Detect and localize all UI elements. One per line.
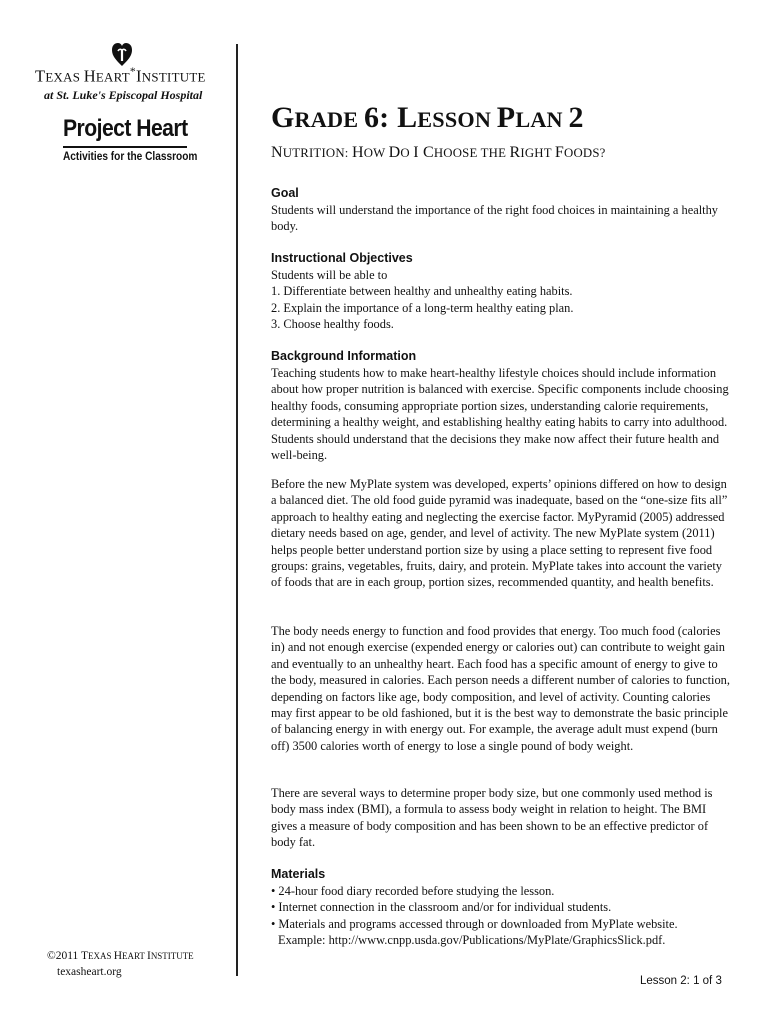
background-section-2 <box>271 476 731 591</box>
sidebar <box>0 0 236 1024</box>
project-title-rule <box>63 146 187 148</box>
lesson-subtitle: NUTRITION: HOW DO I CHOOSE THE RIGHT FOODS? <box>271 144 606 161</box>
background-paragraph: Before the new MyPlate system was developed, experts’ opinions differed on how to design a balanced diet. The old food guide pyramid was inadequate, based on the “one-size fits all” approach to healthy eating and neglecting the exercise factor. MyPyramid (2005) addressed dietary needs based on age, gender, and level of activity. The new MyPlate system (2011) helps people better understand portion size by using a place setting to represent five food groups: grains, vegetables, fruits, dairy, and protein. MyPlate takes into account the variety of foods that are in each group, portion sizes, recommended quantity, and health benefits. <box>271 477 728 590</box>
background-paragraph: Teaching students how to make heart-healthy lifestyle choices should include information about how proper nutrition is balanced with exercise. Specific components include choosing healthy foods, consuming appropriate portion sizes, understanding calorie requirements, determining a healthy weight, and establishing healthy eating habits to carry into adulthood. Students should understand that the decisions they make now affect their future health and well-being. <box>271 366 729 463</box>
materials-item: • Materials and programs accessed through or downloaded from MyPlate website. <box>271 916 678 931</box>
materials-section <box>271 866 731 949</box>
background-section-3 <box>271 623 731 754</box>
goal-heading: Goal <box>271 186 299 200</box>
project-title: Project Heart <box>63 115 188 142</box>
goal-text: Students will understand the importance of the right food choices in maintaining a healthy body. <box>271 203 718 234</box>
materials-item: • 24-hour food diary recorded before studying the lesson. <box>271 884 555 898</box>
background-section-4 <box>271 785 731 851</box>
background-paragraph: The body needs energy to function and food provides that energy. Too much food (calories in) and not enough exercise (expended energy or calories out) can contribute to weight gain and eventually to an unhealthy heart. Each food has a specific amount of energy to give to the body, measured in calories. Each person needs a different number of calories to function, depending on factors like age, body composition, and level of activity. Counting calories may first appear to be old fashioned, but it is the best way to demonstrate the basic principle of balancing energy in with energy out. For example, the average adult must expend (burn off) 3500 calories worth of energy to lose a single pound of body weight. <box>271 624 730 753</box>
objective-item: 1. Differentiate between healthy and unhealthy eating habits. <box>271 284 573 299</box>
lesson-title: GRADE 6: LESSON PLAN 2 <box>271 101 584 134</box>
project-subtitle: Activities for the Classroom <box>63 151 198 163</box>
materials-example-link: Example: http://www.cnpp.usda.gov/Publications/MyPlate/GraphicsSlick.pdf. <box>278 933 666 948</box>
copyright: ©2011 TEXAS HEART INSTITUTE <box>47 950 194 962</box>
website-text: texasheart.org <box>57 966 122 978</box>
materials-heading: Materials <box>271 867 326 881</box>
materials-item: • Internet connection in the classroom and/or for individual students. <box>271 900 612 915</box>
goal-section <box>271 185 731 235</box>
org-name: TEXAS HEART*INSTITUTE <box>35 66 206 86</box>
org-subtitle: at St. Luke's Episcopal Hospital <box>44 88 203 102</box>
objectives-intro: Students will be able to <box>271 268 388 282</box>
objective-item: 3. Choose healthy foods. <box>271 317 394 332</box>
sidebar-divider <box>236 44 238 976</box>
background-section <box>271 348 731 463</box>
objectives-section <box>271 250 731 333</box>
asterisk-mark: * <box>129 66 136 78</box>
lesson-header <box>271 100 731 163</box>
objectives-heading: Instructional Objectives <box>271 251 413 265</box>
heart-logo-icon <box>111 41 133 67</box>
background-heading: Background Information <box>271 349 417 363</box>
page-number: Lesson 2: 1 of 3 <box>640 975 722 987</box>
objective-item: 2. Explain the importance of a long-term healthy eating plan. <box>271 300 574 315</box>
background-paragraph: There are several ways to determine proper body size, but one commonly used method is body mass index (BMI), a formula to assess body weight in relation to height. The BMI gives a measure of body composition and has been shown to be an effective predictor of body fat. <box>271 786 713 850</box>
